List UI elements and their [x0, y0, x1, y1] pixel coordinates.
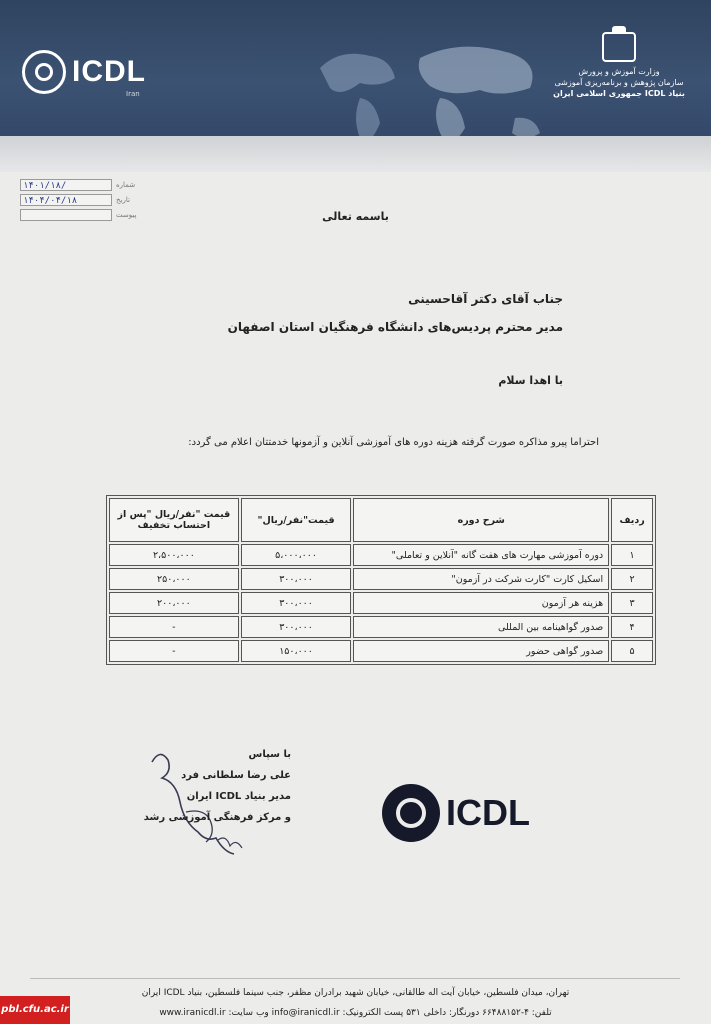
- icdl-logo-text: ICDL: [72, 55, 146, 88]
- icdl-stamp-text: ICDL: [446, 792, 530, 833]
- row-price: ۵،۰۰۰،۰۰۰: [241, 544, 352, 566]
- meta-attachment-label: پیوست: [116, 211, 137, 219]
- row-price: ۳۰۰،۰۰۰: [241, 616, 352, 638]
- header-price: قیمت"نفر/ریال": [241, 498, 352, 542]
- price-table: [106, 495, 656, 665]
- icdl-stamp-logo: [382, 784, 530, 842]
- row-price: ۱۵۰،۰۰۰: [241, 640, 352, 662]
- row-description: صدور گواهینامه بین المللی: [353, 616, 609, 638]
- meta-number: [20, 178, 140, 192]
- icdl-logo-subtext: Iran: [126, 90, 140, 98]
- footer-contact: تلفن: ۴-۶۶۴۸۸۱۵۲ دورنگار: داخلی ۵۳۱ پست الکترونیک: info@iranicdl.ir وب سایت: www.iranicdl.ir: [159, 1008, 552, 1018]
- intro-paragraph: احتراما پیرو مذاکره صورت گرفته هزینه دوره های آموزشی آنلاین و آزمونها خدمتتان اعلام می گردد:: [188, 437, 599, 448]
- row-description: هزینه هر آزمون: [353, 592, 609, 614]
- header-discount-price: قیمت "نفر/ریال "پس از احتساب تخفیف: [109, 498, 239, 542]
- meta-date: [20, 193, 140, 207]
- meta-date-value: ۱۴۰۴/۰۴/۱۸: [20, 194, 112, 206]
- icdl-stamp-mark-icon: [382, 784, 440, 842]
- table-row: [109, 568, 653, 590]
- recipient-name: جناب آقای دکتر آقاحسینی: [408, 292, 563, 306]
- row-index: ۱: [611, 544, 653, 566]
- ministry-line-2: سازمان پژوهش و برنامه‌ریزی آموزشی: [554, 78, 684, 87]
- table-header-row: [109, 498, 653, 542]
- icdl-logo: [22, 50, 146, 98]
- table-row: [109, 640, 653, 662]
- row-discount-price: ۲۵۰،۰۰۰: [109, 568, 239, 590]
- row-index: ۲: [611, 568, 653, 590]
- row-price: ۳۰۰،۰۰۰: [241, 568, 352, 590]
- row-index: ۳: [611, 592, 653, 614]
- meta-number-label: شماره: [116, 181, 136, 189]
- header-index: ردیف: [611, 498, 653, 542]
- row-discount-price: -: [109, 640, 239, 662]
- ministry-emblem-icon: [602, 32, 636, 62]
- greeting: با اهدا سلام: [498, 374, 563, 387]
- letterhead-band: [0, 136, 711, 172]
- table-row: [109, 616, 653, 638]
- header-description: شرح دوره: [353, 498, 609, 542]
- row-discount-price: -: [109, 616, 239, 638]
- icdl-mark-icon: [22, 50, 66, 94]
- source-watermark: pbl.cfu.ac.ir: [0, 996, 70, 1024]
- meta-date-label: تاریخ: [116, 196, 130, 204]
- table-row: [109, 544, 653, 566]
- signature-block: [144, 744, 291, 828]
- footer-divider: [30, 978, 680, 979]
- row-description: صدور گواهی حضور: [353, 640, 609, 662]
- ministry-logo: [549, 32, 689, 99]
- footer-address: تهران، میدان فلسطین، خیابان آیت اله طالقانی، خیابان شهید برادران مظفر، جنب سینما فلسطین، بنیاد ICDL ایران: [141, 988, 570, 998]
- row-discount-price: ۲۰۰،۰۰۰: [109, 592, 239, 614]
- ministry-line-1: وزارت آموزش و پرورش: [578, 67, 660, 76]
- signer-position-1: مدیر بنیاد ICDL ایران: [186, 791, 291, 802]
- closing-thanks: با سپاس: [248, 749, 291, 760]
- row-price: ۳۰۰،۰۰۰: [241, 592, 352, 614]
- row-description: اسکیل کارت "کارت شرکت در آزمون": [353, 568, 609, 590]
- letter-title: باسمه تعالی: [322, 210, 389, 223]
- meta-number-value: ۱۴۰۱/۱۸/: [20, 179, 112, 191]
- ministry-line-3: بنیاد ICDL جمهوری اسلامی ایران: [553, 89, 685, 98]
- signer-position-2: و مرکز فرهنگی آموزشی رشد: [143, 812, 291, 823]
- signer-name: علی رضا سلطانی فرد: [181, 770, 291, 781]
- table-row: [109, 592, 653, 614]
- recipient-position: مدیر محترم پردیس‌های دانشگاه فرهنگیان استان اصفهان: [227, 320, 563, 334]
- letterhead: [0, 0, 711, 136]
- row-index: ۴: [611, 616, 653, 638]
- row-index: ۵: [611, 640, 653, 662]
- row-discount-price: ۲،۵۰۰،۰۰۰: [109, 544, 239, 566]
- row-description: دوره آموزشی مهارت های هفت گانه "آنلاین و تعاملی": [353, 544, 609, 566]
